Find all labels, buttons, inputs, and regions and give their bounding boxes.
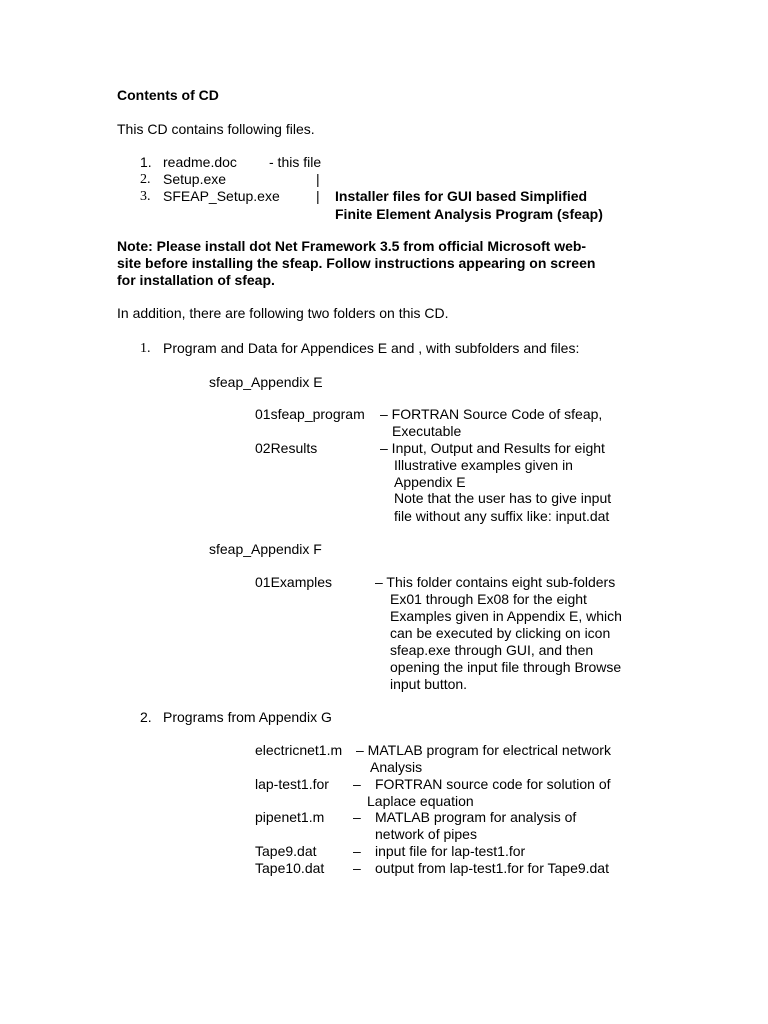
file-name: 02Results [255,440,318,456]
file-description: Ex01 through Ex08 for the eight [390,591,587,607]
file-description: opening the input file through Browse [390,659,622,675]
installer-note-line: Installer files for GUI based Simplified [335,188,588,204]
dash: – [353,843,361,859]
file-name: electricnet1.m [255,742,343,758]
file-description: input file for lap-test1.for [375,843,526,859]
list-number: 2. [140,709,152,725]
file-description: – Input, Output and Results for eight [380,440,605,456]
intro-text: This CD contains following files. [117,121,315,137]
file-description: sfeap.exe through GUI, and then [390,642,594,658]
file-description: MATLAB program for analysis of [375,809,577,825]
file-name: readme.doc [163,154,237,170]
file-description: output from lap-test1.for for Tape9.dat [375,860,609,876]
file-description: – FORTRAN Source Code of sfeap, [380,406,603,422]
file-description: Laplace equation [367,793,474,809]
file-description: - this file [269,154,322,170]
folder-title: Program and Data for Appendices E and , with subfolders and files: [163,340,580,356]
file-description: Examples given in Appendix E, which [390,608,622,624]
list-number: 2. [140,172,151,187]
note-line: site before installing the sfeap. Follow instructions appearing on screen [117,255,596,271]
list-number: 1. [140,341,151,356]
subfolder-name: sfeap_Appendix E [209,374,323,390]
file-name: Setup.exe [163,171,227,187]
file-description: input button. [390,676,468,692]
file-name: pipenet1.m [255,809,325,825]
folders-intro: In addition, there are following two folders on this CD. [117,305,449,321]
file-description: – MATLAB program for electrical network [356,742,611,758]
file-name: 01Examples [255,574,333,590]
file-description: network of pipes [375,826,477,842]
list-number: 3. [140,189,151,204]
file-description: FORTRAN source code for solution of [375,776,611,792]
dash: – [353,809,361,825]
heading: Contents of CD [117,87,219,103]
file-name: lap-test1.for [255,776,329,792]
file-description: | [316,188,320,204]
list-number: 1. [140,154,152,170]
file-description: Executable [392,423,462,439]
installer-note-line: Finite Element Analysis Program (sfeap) [335,206,603,222]
file-name: Tape9.dat [255,843,317,859]
file-description: Illustrative examples given in [394,457,573,473]
file-name: Tape10.dat [255,860,325,876]
subfolder-name: sfeap_Appendix F [209,541,322,557]
note-line: Note: Please install dot Net Framework 3.5 from official Microsoft web- [117,238,587,254]
file-description: can be executed by clicking on icon [390,625,611,641]
file-description: Appendix E [394,474,466,490]
file-name: 01sfeap_program [255,406,365,422]
dash: – [353,776,361,792]
note-line: for installation of sfeap. [117,272,275,288]
file-name: SFEAP_Setup.exe [163,188,280,204]
file-description: Note that the user has to give input [394,490,612,506]
file-description: – This folder contains eight sub-folders [375,574,616,590]
file-description: | [316,171,320,187]
file-description: file without any suffix like: input.dat [394,508,610,524]
dash: – [353,860,361,876]
file-description: Analysis [370,759,423,775]
folder-title: Programs from Appendix G [163,709,332,725]
